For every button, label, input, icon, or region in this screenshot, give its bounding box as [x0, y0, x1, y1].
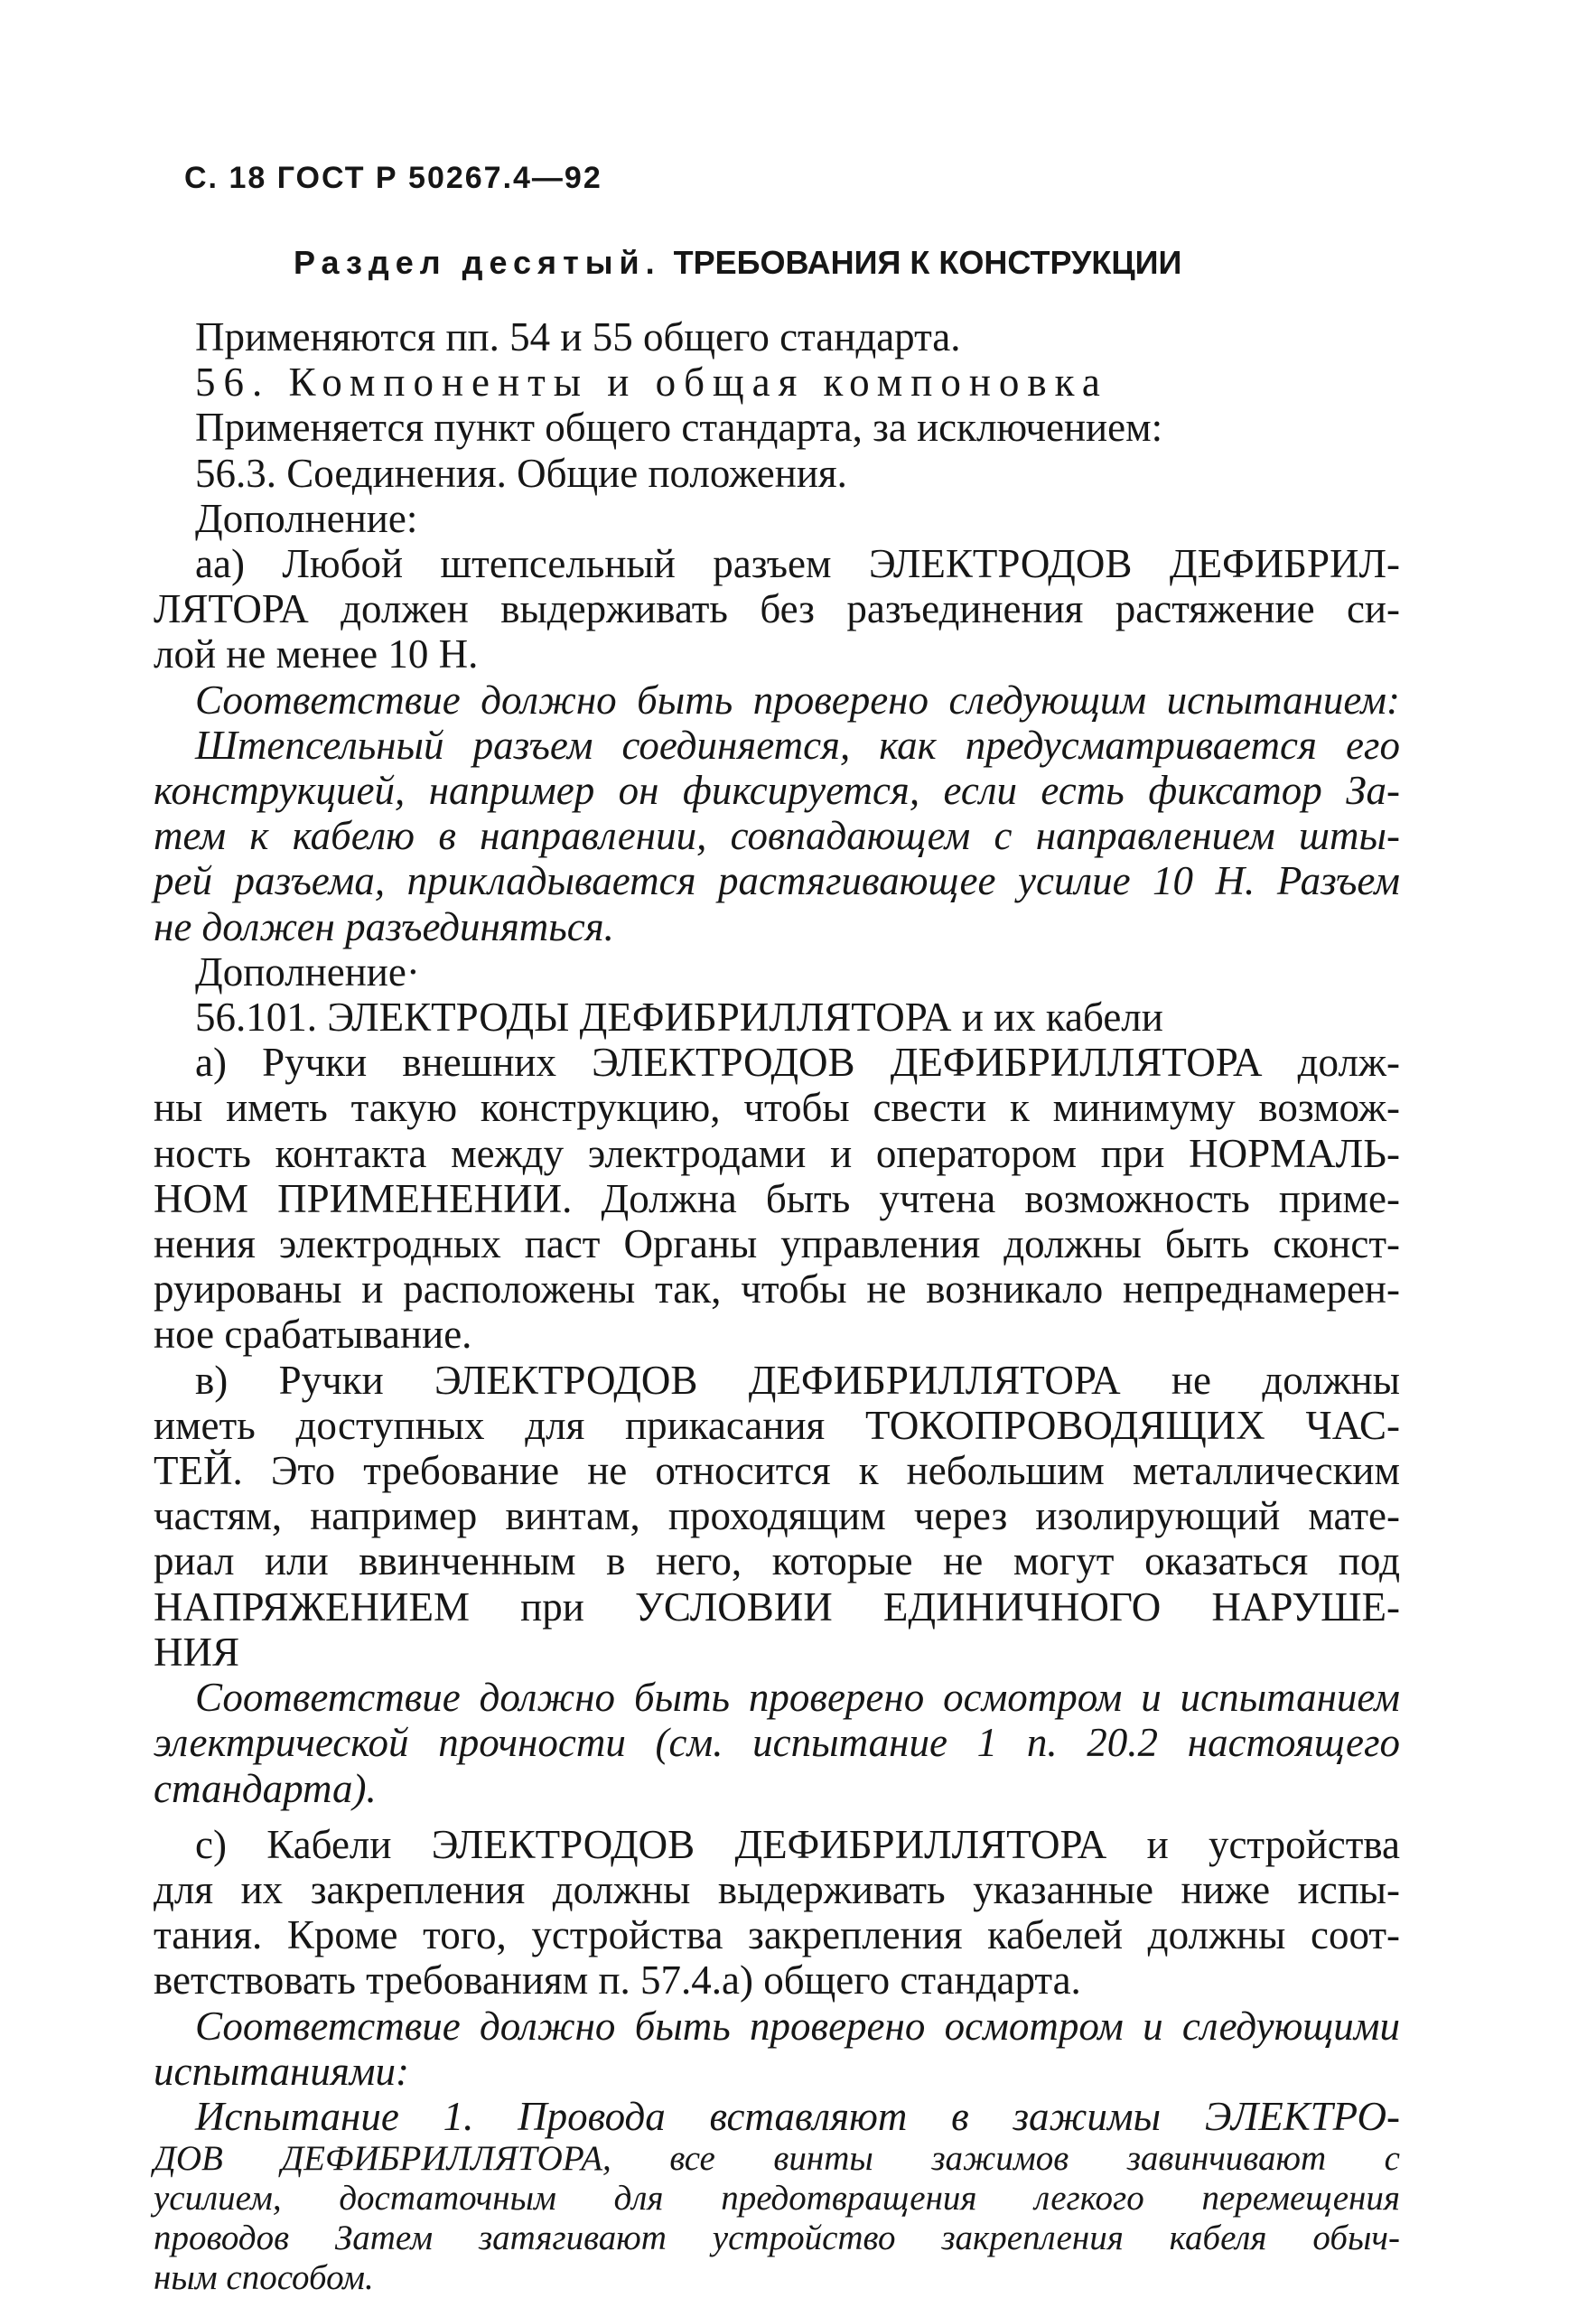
- section-prefix: Раздел десятый.: [294, 244, 661, 281]
- test-line: усилием, достаточным для предотвращения легкого перемещения: [154, 2179, 1400, 2219]
- text-line: тания. Кроме того, устройства закрепления кабелей должны соот-: [154, 1912, 1400, 1958]
- text-line: нения электродных паст Органы управления должны быть сконст-: [154, 1221, 1400, 1267]
- section-name: ТРЕБОВАНИЯ К КОНСТРУКЦИИ: [673, 244, 1182, 281]
- text-line: иметь доступных для прикасания ТОКОПРОВОДЯЩИХ ЧАС-: [154, 1402, 1400, 1448]
- text-line: руированы и расположены так, чтобы не возникало непреднамерен-: [154, 1266, 1400, 1312]
- text-line: ность контакта между электродами и оператором при НОРМАЛЬ-: [154, 1130, 1400, 1176]
- page-header: С. 18 ГОСТ Р 50267.4—92: [184, 161, 602, 195]
- text-line: аа) Любой штепсельный разъем ЭЛЕКТРОДОВ ДЕФИБРИЛ-: [195, 541, 1400, 587]
- text-line: в) Ручки ЭЛЕКТРОДОВ ДЕФИБРИЛЛЯТОРА не должны: [195, 1357, 1400, 1403]
- text-line: лой не менее 10 Н.: [154, 631, 479, 677]
- compliance-line: испытаниями:: [154, 2048, 409, 2094]
- paragraph-gap: [154, 1811, 1400, 1822]
- text-line: Дополнение:: [195, 495, 418, 541]
- text-line: частям, например винтам, проходящим через изолирующий мате-: [154, 1493, 1400, 1539]
- text-line: ЛЯТОРА должен выдерживать без разъединения растяжение си-: [154, 586, 1400, 632]
- text-line: НАПРЯЖЕНИЕМ при УСЛОВИИ ЕДИНИЧНОГО НАРУШЕ-: [154, 1583, 1400, 1630]
- text-line: Применяется пункт общего стандарта, за исключением:: [195, 405, 1163, 451]
- compliance-line: Соответствие должно быть проверено осмотром и следующими: [195, 2003, 1400, 2049]
- compliance-line: стандарта).: [154, 1765, 377, 1811]
- text-line: НОМ ПРИМЕНЕНИИ. Должна быть учтена возможность приме-: [154, 1175, 1400, 1221]
- text-line: риал или ввинченным в него, которые не могут оказаться под: [154, 1538, 1400, 1584]
- test-line: проводов Затем затягивают устройство закрепления кабеля обыч-: [154, 2219, 1400, 2258]
- text-line: ветствовать требованиям п. 57.4.а) общего стандарта.: [154, 1957, 1081, 2004]
- section-title: [294, 244, 1181, 282]
- compliance-line: тем к кабелю в направлении, совпадающем с направлением шты-: [154, 813, 1400, 859]
- test-line: ным способом.: [154, 2258, 374, 2298]
- compliance-line: конструкцией, например он фиксируется, если есть фиксатор За-: [154, 768, 1400, 814]
- text-line: НИЯ: [154, 1629, 240, 1675]
- text-line: а) Ручки внешних ЭЛЕКТРОДОВ ДЕФИБРИЛЛЯТОРА долж-: [195, 1040, 1400, 1086]
- text-line: 56.3. Соединения. Общие положения.: [195, 450, 847, 496]
- compliance-line: не должен разъединяться.: [154, 903, 614, 949]
- text-line: ное срабатывание.: [154, 1312, 472, 1358]
- compliance-line: Штепсельный разъем соединяется, как предусматривается его: [195, 722, 1400, 768]
- clause-heading: 56. Компоненты и общая компоновка: [195, 360, 1108, 406]
- test-line: Испытание 1. Провода вставляют в зажимы ЭЛЕКТРО-: [195, 2093, 1400, 2139]
- compliance-line: Соответствие должно быть проверено осмотром и испытанием: [195, 1675, 1400, 1721]
- text-line: Дополнение·: [195, 948, 420, 995]
- text-line: ны иметь такую конструкцию, чтобы свести к минимуму возмож-: [154, 1085, 1400, 1131]
- text-line: с) Кабели ЭЛЕКТРОДОВ ДЕФИБРИЛЛЯТОРА и устройства: [195, 1821, 1400, 1867]
- clause-heading: 56.101. ЭЛЕКТРОДЫ ДЕФИБРИЛЛЯТОРА и их кабели: [195, 995, 1163, 1041]
- text-line: ТЕЙ. Это требование не относится к небольшим металлическим: [154, 1448, 1400, 1494]
- test-line: ДОВ ДЕФИБРИЛЛЯТОРА, все винты зажимов завинчивают с: [154, 2139, 1400, 2179]
- compliance-line: Соответствие должно быть проверено следующим испытанием:: [195, 677, 1400, 723]
- text-line: Применяются пп. 54 и 55 общего стандарта.: [195, 314, 961, 360]
- text-line: для их закрепления должны выдерживать указанные ниже испы-: [154, 1866, 1400, 1912]
- compliance-line: электрической прочности (см. испытание 1 п. 20.2 настоящего: [154, 1720, 1400, 1766]
- document-body: [154, 314, 1400, 2298]
- compliance-line: рей разъема, прикладывается растягивающее усилие 10 Н. Разъем: [154, 858, 1400, 904]
